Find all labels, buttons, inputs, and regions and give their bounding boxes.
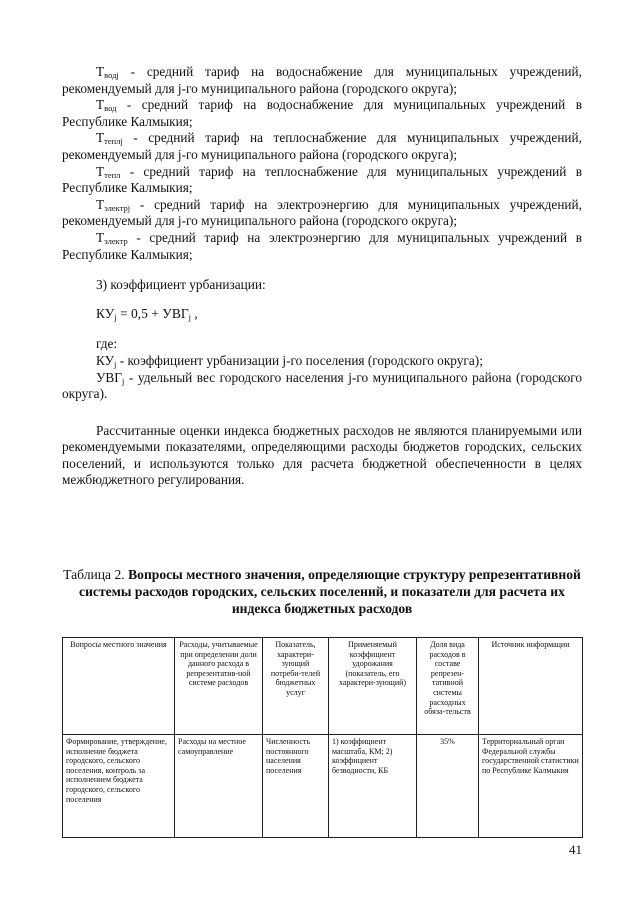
estimates-note: Рассчитанные оценки индекса бюджетных расходов не являются планируемыми или рекомендуемыми показателями, определяющими расходы бюджетов городских, сельских поселений, и используются только для расчета бюджетной обеспеченности в целях межбюджетного регулирования. [62,422,582,488]
table-cell: Формирование, утверждение, исполнение бюджета городского, сельского поселения, контроль за исполнением бюджета городского, сельского поселения [63,735,175,838]
definition-uvg-j: $УВГ_j$ - удельный вес городского населения j-го муниципального района (городского округа). [62,369,582,402]
budget-expenses-table [62,637,583,838]
table-cell: Расходы на местное самоуправление [175,735,263,838]
definition-t-tepl-j: $Т_{теплj}$ - средний тариф на теплоснабжение для муниципальных учреждений, рекомендуемый для j-го муниципального района (городского округа); [62,130,582,162]
definition-t-elektr: $Т_{электр}$ - средний тариф на электроэнергию для муниципальных учреждений в Республике Калмыкия; [62,229,582,262]
table-caption: Таблица 2. Вопросы местного значения, определяющие структуру репрезентативной системы расходов городских, сельских поселений, и показатели для расчета их индекса бюджетных расходов [63,567,581,616]
table-row [63,735,583,838]
definition-t-elektr-j: $Т_{электрj}$ - средний тариф на электроэнергию для муниципальных учреждений, рекомендуемый для j-го муниципального района (городского округа); [62,196,582,229]
page-number: 41 [569,842,582,857]
body-text [62,64,582,489]
column-header: Вопросы местного значения [63,638,175,735]
column-header: Расходы, учитываемые при определении доли данного расхода в репрезентатив-ной системе расходов [175,638,263,735]
table-cell: 35% [417,735,479,838]
definition-t-vod-j: $Т_{водj}$ - средний тариф на водоснабжение для муниципальных учреждений, рекомендуемый для j-го муниципального района (городского округа); [62,64,582,96]
column-header: Показатель, характери-зующий потреби-телей бюджетных услуг [263,638,329,735]
table-cell: Численность постоянного населения поселения [263,735,329,838]
column-header: Источник информации [479,638,583,735]
definition-t-vod: $Т_{вод}$ - средний тариф на водоснабжение для муниципальных учреждений в Республике Калмыкия; [62,97,582,129]
definition-ku-j: $КУ_j$ - коэффициент урбанизации j-го поселения (городского округа); [96,352,483,369]
table-cell: Территориальный орган Федеральной службы государственной статистики по Республике Калмыкия [479,735,583,838]
column-header: Применяемый коэффициент удорожания (показатель, его характери-зующий) [329,638,417,735]
definition-t-tepl: $Т_{тепл}$ - средний тариф на теплоснабжение для муниципальных учреждений в Республике Калмыкия; [62,163,582,196]
urbanization-formula: $КУ_j = 0,5 + УВГ_j$ , [96,305,198,322]
where-label: где: [96,336,118,352]
table-cell: 1) коэффициент масштаба, КМ; 2) коэффициент безводности, КБ [329,735,417,838]
column-header: Доля вида расходов в составе репрезен-тативной системы расходных обяза-тельств [417,638,479,735]
section-heading-urbanization: 3) коэффициент урбанизации: [96,277,266,293]
table-header-row [63,638,583,735]
